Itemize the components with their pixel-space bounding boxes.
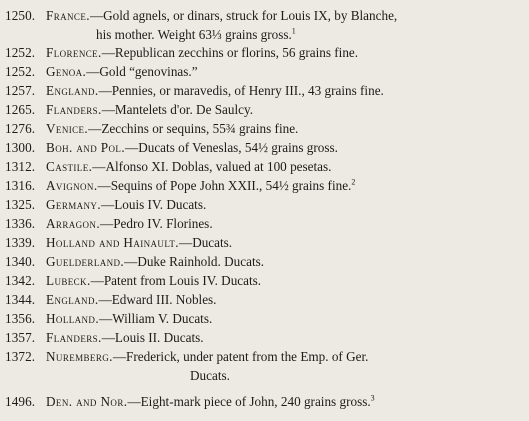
entry-year: 1300.	[5, 140, 36, 155]
entry-1312	[5, 160, 525, 173]
entry-place: England.	[46, 292, 99, 307]
entry-text: —Gold “genovinas.”	[86, 64, 198, 79]
entry-1357	[5, 331, 525, 344]
entry-text: —Louis II. Ducats.	[101, 330, 204, 345]
entry-year: 1340.	[5, 254, 36, 269]
entry-year: 1496.	[5, 394, 36, 409]
entry-year: 1276.	[5, 121, 36, 136]
entry-1372	[5, 350, 525, 363]
entry-continuation-text: Ducats.	[190, 368, 230, 383]
entry-year: 1356.	[5, 311, 36, 326]
entry-place: Holland.	[46, 311, 100, 326]
entry-year: 1344.	[5, 292, 36, 307]
entry-place: Flanders.	[46, 102, 102, 117]
entry-place: France.	[46, 8, 90, 23]
entry-place: Lubeck.	[46, 273, 91, 288]
entry-place: Flanders.	[46, 330, 102, 345]
entry-place: England.	[46, 83, 99, 98]
entry-1250-continuation	[96, 28, 296, 41]
entry-year: 1357.	[5, 330, 36, 345]
entry-text: —Ducats.	[179, 235, 233, 250]
entry-place: Arragon.	[46, 216, 101, 231]
entry-place: Nuremberg.	[46, 349, 113, 364]
entry-text: —Zecchins or sequins, 55¾ grains fine.	[88, 121, 299, 136]
entry-1344	[5, 293, 525, 306]
entry-text: —Mantelets d'or. De Saulcy.	[101, 102, 254, 117]
entry-text: —Pennies, or maravedis, of Henry III., 43 grains fine.	[98, 83, 384, 98]
entry-text: —Pedro IV. Florines.	[100, 216, 213, 231]
entry-year: 1257.	[5, 83, 36, 98]
entry-place: Den. and Nor.	[46, 394, 128, 409]
entry-1340	[5, 255, 525, 268]
entry-year: 1339.	[5, 235, 36, 250]
entry-place: Florence.	[46, 45, 102, 60]
entry-text: —Frederick, under patent from the Emp. of Ger.	[112, 349, 369, 364]
entry-text: —Eight-mark piece of John, 240 grains gross.	[127, 394, 371, 409]
entry-continuation-text: his mother. Weight 63⅓ grains gross.	[96, 27, 292, 42]
entry-place: Avignon.	[46, 178, 98, 193]
entry-year: 1312.	[5, 159, 36, 174]
entry-text: —Republican zecchins or florins, 56 grains fine.	[101, 45, 359, 60]
entry-1372-continuation	[190, 369, 230, 382]
entry-place: Genoa.	[46, 64, 87, 79]
entry-1342	[5, 274, 525, 287]
entry-1276	[5, 122, 525, 135]
entry-text: —Sequins of Pope John XXII., 54½ grains fine.	[97, 178, 352, 193]
entry-1252-genoa	[5, 65, 525, 78]
entry-text: —William V. Ducats.	[99, 311, 213, 326]
entry-1257	[5, 84, 525, 97]
entry-text: —Patent from Louis IV. Ducats.	[90, 273, 262, 288]
entry-place: Boh. and Pol.	[46, 140, 126, 155]
entry-year: 1316.	[5, 178, 36, 193]
footnote-marker: 3	[370, 393, 375, 403]
entry-year: 1372.	[5, 349, 36, 364]
entry-place: Germany.	[46, 197, 102, 212]
entry-1265	[5, 103, 525, 116]
entry-place: Guelderland.	[46, 254, 125, 269]
entry-1300	[5, 141, 525, 154]
entry-text: —Gold agnels, or dinars, struck for Louis IX, by Blanche,	[89, 8, 398, 23]
entry-place: Holland and Hainault.	[46, 235, 179, 250]
entry-1339	[5, 236, 525, 249]
entry-year: 1250.	[5, 8, 36, 23]
entry-1356	[5, 312, 525, 325]
entry-year: 1252.	[5, 45, 36, 60]
footnote-marker: 1	[291, 26, 296, 36]
entry-place: Venice.	[46, 121, 89, 136]
entry-year: 1342.	[5, 273, 36, 288]
entry-place: Castile.	[46, 159, 93, 174]
entry-1316	[5, 179, 525, 192]
entry-text: —Duke Rainhold. Ducats.	[124, 254, 265, 269]
entry-text: —Ducats of Veneslas, 54½ grains gross.	[125, 140, 338, 155]
footnote-marker: 2	[351, 177, 356, 187]
entry-1336	[5, 217, 525, 230]
entry-text: —Edward III. Nobles.	[98, 292, 217, 307]
entry-year: 1265.	[5, 102, 36, 117]
entry-1496	[5, 395, 525, 408]
entry-text: —Alfonso XI. Doblas, valued at 100 pesetas.	[92, 159, 332, 174]
entry-year: 1325.	[5, 197, 36, 212]
entry-1325	[5, 198, 525, 211]
entry-year: 1336.	[5, 216, 36, 231]
entry-year: 1252.	[5, 64, 36, 79]
entry-text: —Louis IV. Ducats.	[101, 197, 207, 212]
entry-1250	[5, 9, 525, 22]
entry-1252-florence	[5, 46, 525, 59]
